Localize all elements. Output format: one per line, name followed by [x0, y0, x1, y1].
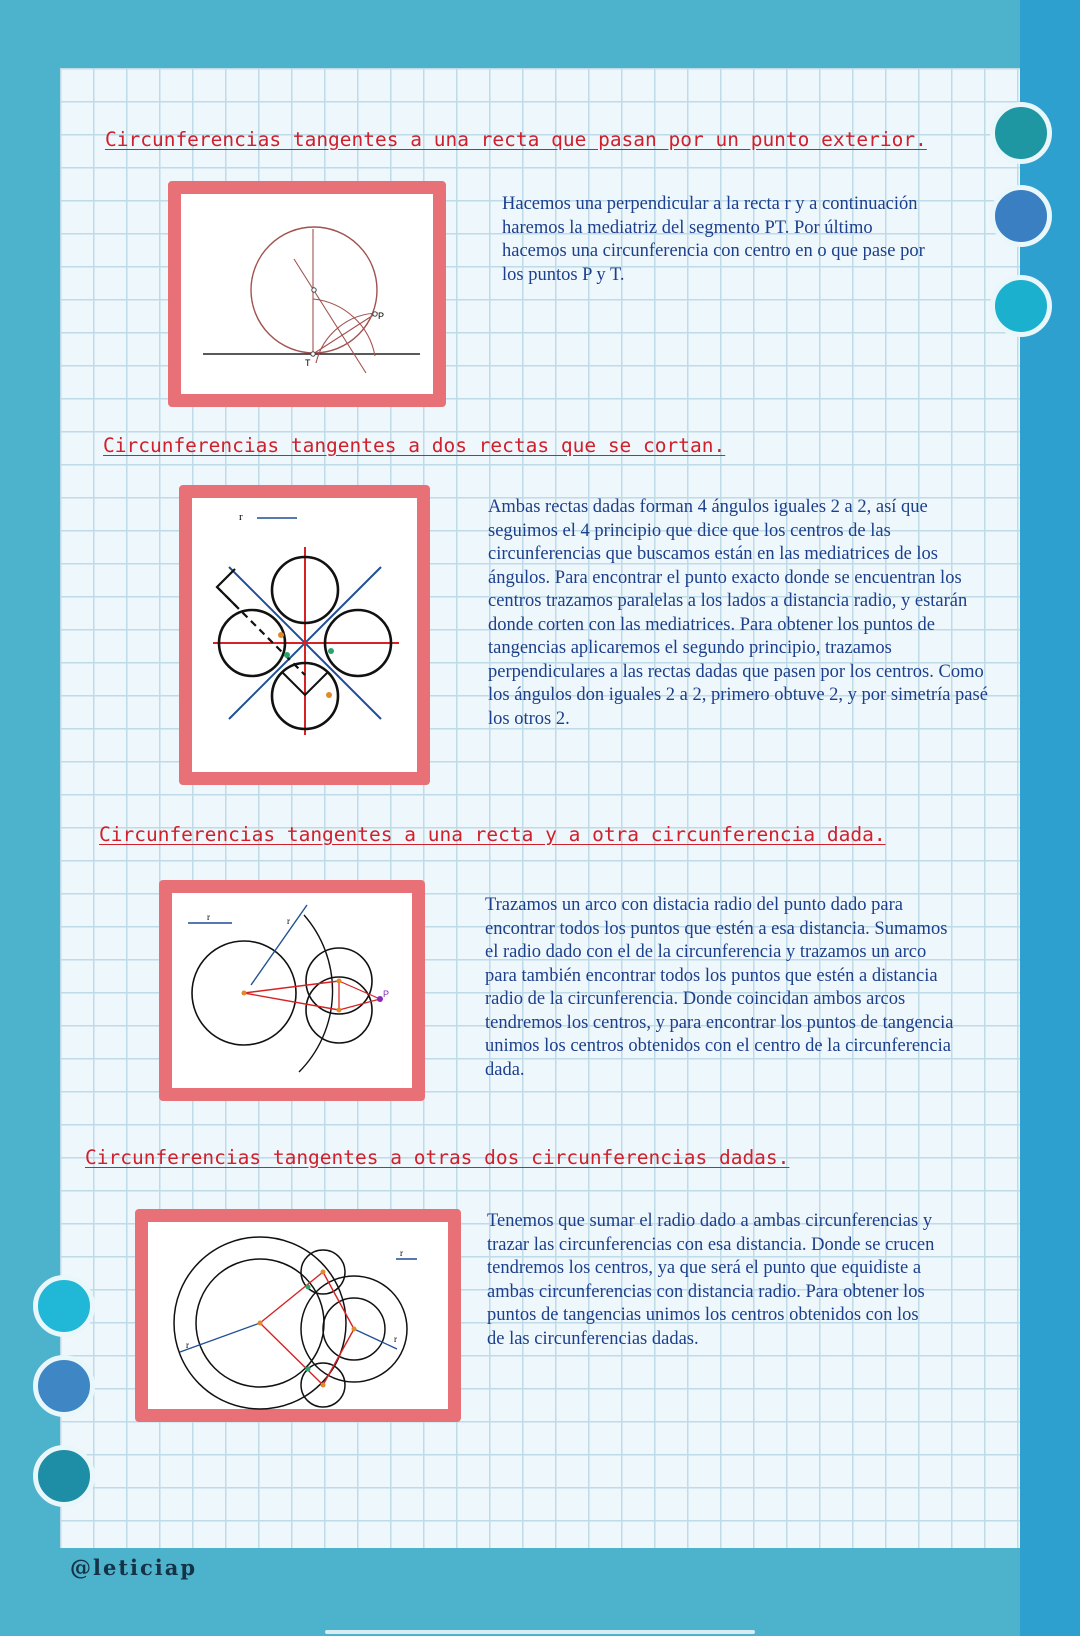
radius-label: r	[400, 1248, 403, 1258]
tangent-circle-figure	[181, 194, 459, 420]
radius-label: r	[207, 912, 210, 922]
line-and-circle-figure	[172, 893, 438, 1114]
two-lines-figure	[192, 498, 443, 798]
figure-frame	[135, 1209, 461, 1422]
point-label: T	[305, 358, 311, 368]
binder-ring-icon	[990, 185, 1052, 247]
section-title: Circunferencias tangentes a una recta que pasan por un punto exterior.	[105, 128, 927, 151]
circle-label: r	[186, 1340, 189, 1350]
section-title: Circunferencias tangentes a dos rectas que se cortan.	[103, 434, 726, 457]
section-description: Hacemos una perpendicular a la recta r y a continuación haremos la mediatriz del segmento PT. Por último hacemos una circunferencia con centro en o que pase por los puntos P y T.	[502, 194, 925, 285]
figure-frame	[159, 880, 425, 1101]
section-description: Trazamos un arco con distacia radio del punto dado para encontrar todos los puntos que estén a esa distancia. Sumamos el radio dado con el de la circunferencia y trazamos un arco para también encontrar todos los puntos que estén a distancia radio de la circunferencia. Donde coincidan ambos arcos tendremos los centros, y para encontrar los puntos de tangencia unimos los centros obtenidos con el centro de la circunferencia dada.	[485, 895, 954, 1080]
section-title: Circunferencias tangentes a otras dos circunferencias dadas.	[85, 1146, 790, 1169]
binder-ring-icon	[33, 1445, 95, 1507]
point-label: P	[383, 989, 390, 999]
binder-ring-icon	[33, 1355, 95, 1417]
figure-frame	[168, 181, 446, 407]
line-label: r	[239, 511, 243, 523]
binder-ring-icon	[990, 102, 1052, 164]
figure-frame	[179, 485, 430, 785]
author-handle: @leticiap	[70, 1555, 198, 1580]
home-indicator	[325, 1630, 755, 1634]
section-title: Circunferencias tangentes a una recta y a otra circunferencia dada.	[99, 823, 886, 846]
line-label: r	[287, 916, 290, 926]
binder-ring-icon	[33, 1275, 95, 1337]
section-description: Ambas rectas dadas forman 4 ángulos iguales 2 a 2, así que seguimos el 4 principio que dice que los centros de las circunferencias que buscamos están en las mediatrices de los ángulos. Para encontrar el punto exacto donde se encuentran los centros trazamos paralelas a los lados a distancia radio, y estarán donde corten con las mediatrices. Para obtener los puntos de tangencias aplicaremos el segundo principio, trazamos perpendiculares a las rectas dadas que pasen por los centros. Como los ángulos don iguales 2 a 2, primero obtuve 2, y por simetría pasé los otros 2.	[488, 497, 988, 729]
point-label: P	[378, 311, 385, 321]
two-circles-figure	[148, 1222, 474, 1435]
circle-label: r	[394, 1334, 397, 1344]
section-description: Tenemos que sumar el radio dado a ambas circunferencias y trazar las circunferencias con esa distancia. Donde se crucen tendremos los centros, ya que será el punto que equidiste a ambas circunferencias con distancia radio. Para obtener los puntos de tangencias unimos los centros obtenidos con los de las circunferencias dadas.	[487, 1211, 935, 1349]
binder-ring-icon	[990, 275, 1052, 337]
